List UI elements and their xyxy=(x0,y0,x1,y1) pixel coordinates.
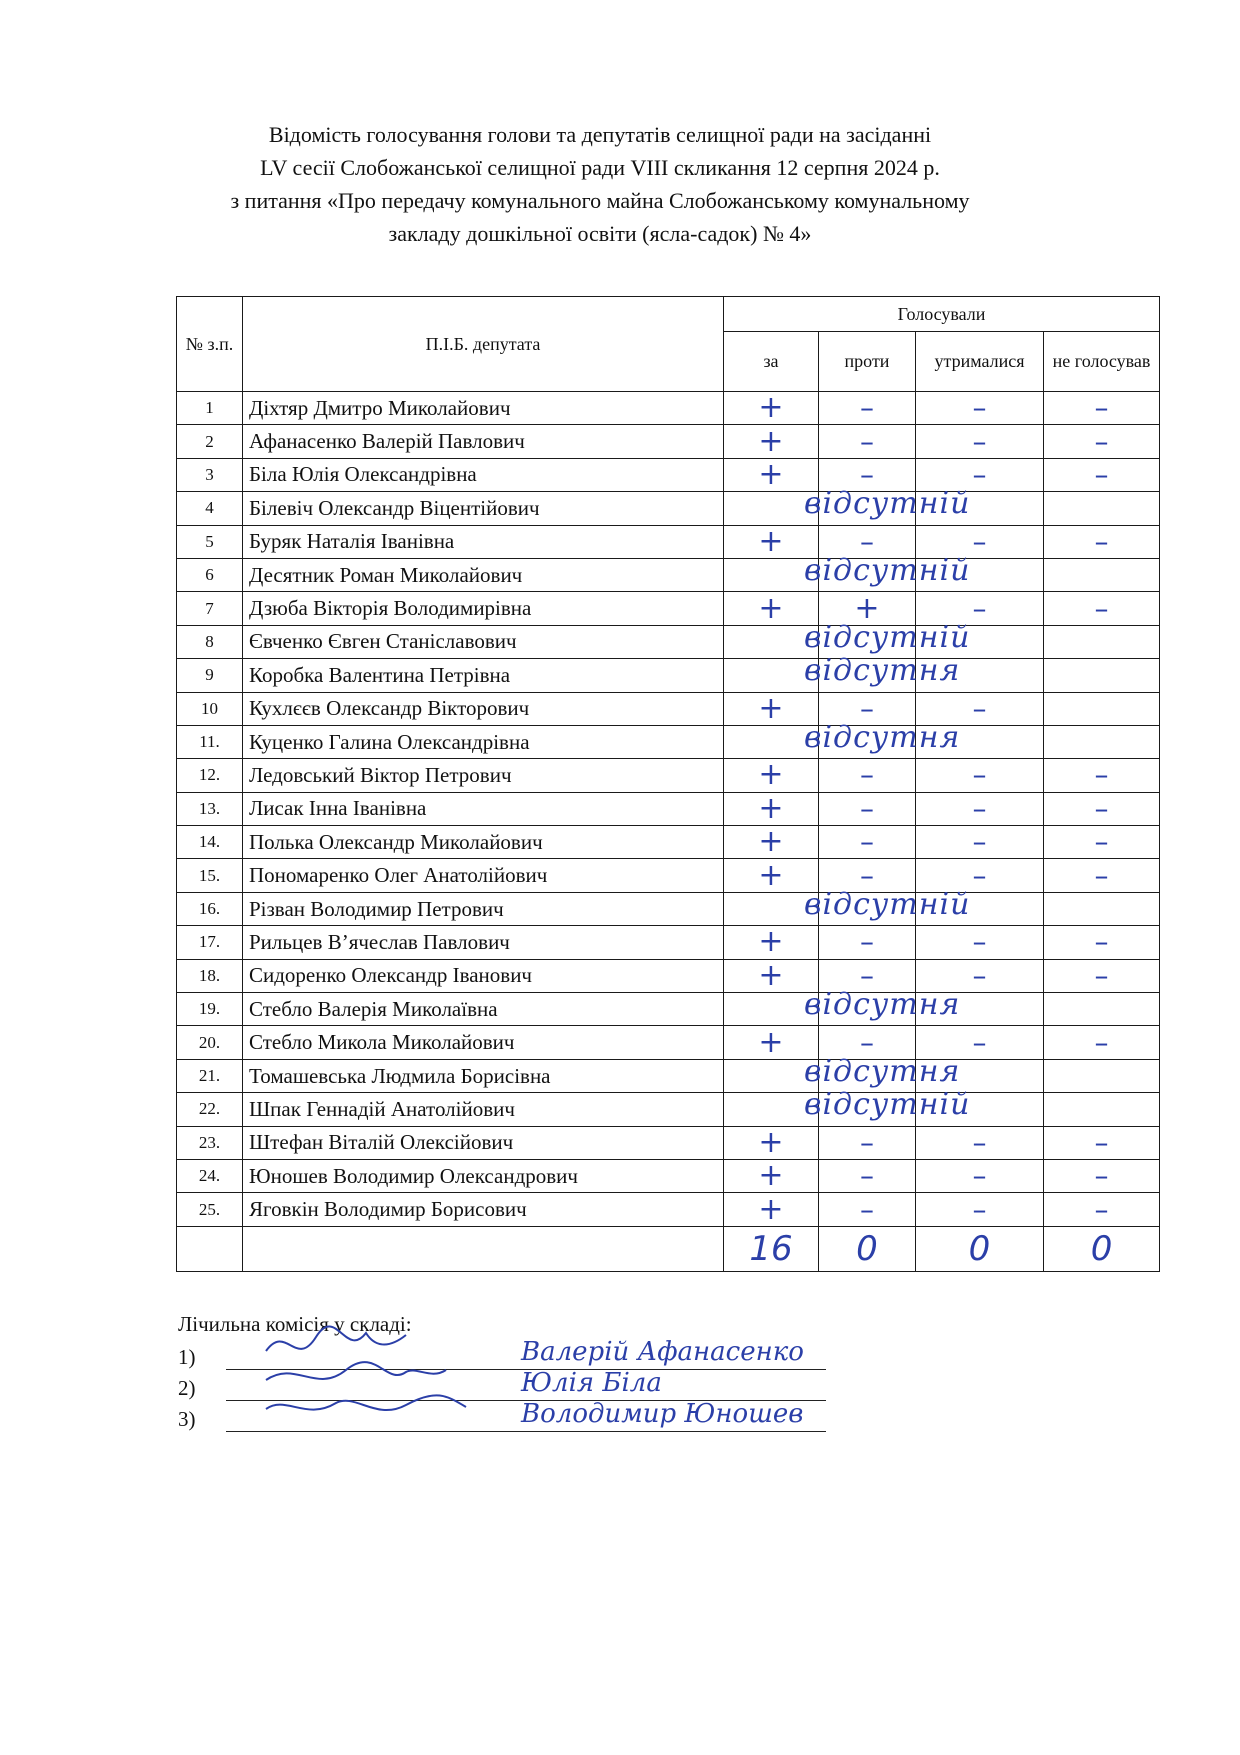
table-row xyxy=(177,1059,1160,1092)
document-heading xyxy=(160,118,1040,250)
row-number: 2 xyxy=(177,425,243,458)
vote-cell-for xyxy=(724,392,819,425)
header-against: проти xyxy=(819,332,916,392)
deputy-name: Коробка Валентина Петрівна xyxy=(243,659,724,692)
vote-cell-not-voted xyxy=(1044,659,1160,692)
vote-mark: – xyxy=(1094,424,1109,458)
vote-cell-for xyxy=(724,552,971,591)
row-number: 1 xyxy=(177,392,243,425)
vote-cell-against xyxy=(819,993,916,1026)
table-row xyxy=(177,725,1160,758)
vote-cell-not-voted xyxy=(1044,826,1160,859)
deputy-name: Лисак Інна Іванівна xyxy=(243,792,724,825)
header-name: П.І.Б. депутата xyxy=(243,297,724,392)
vote-cell-abstained xyxy=(916,993,1044,1026)
table-row xyxy=(177,692,1160,725)
vote-cell-not-voted xyxy=(1044,525,1160,558)
absent-note: відсутній xyxy=(804,486,971,522)
row-number: 11. xyxy=(177,725,243,758)
table-row xyxy=(177,659,1160,692)
deputy-name: Пономаренко Олег Анатолійович xyxy=(243,859,724,892)
table-row xyxy=(177,892,1160,925)
vote-mark: – xyxy=(860,958,874,992)
vote-mark: – xyxy=(860,1025,874,1059)
vote-mark: – xyxy=(1094,591,1109,625)
vote-mark: – xyxy=(972,858,987,892)
deputy-name: Білевіч Олександр Віцентійович xyxy=(243,492,724,525)
vote-mark: – xyxy=(1094,391,1109,425)
vote-mark: – xyxy=(972,758,987,792)
vote-mark: – xyxy=(972,958,987,992)
vote-cell-for xyxy=(724,653,961,692)
vote-mark: – xyxy=(860,691,874,725)
vote-cell-not-voted xyxy=(1044,1159,1160,1192)
absent-note: відсутня xyxy=(804,719,961,755)
table-row xyxy=(177,1193,1160,1226)
header-for: за xyxy=(724,332,819,392)
row-number: 15. xyxy=(177,859,243,892)
heading-line-4: закладу дошкільної освіти (ясла-садок) № 4» xyxy=(388,221,812,246)
vote-cell-not-voted xyxy=(1044,759,1160,792)
vote-mark: – xyxy=(972,391,987,425)
table-row xyxy=(177,792,1160,825)
table-row xyxy=(177,492,1160,525)
deputy-name: Рильцев В’ячеслав Павлович xyxy=(243,926,724,959)
vote-mark: – xyxy=(972,825,987,859)
vote-cell-not-voted xyxy=(1044,1193,1160,1226)
deputy-name: Кухлєєв Олександр Вікторович xyxy=(243,692,724,725)
vote-cell-abstained xyxy=(916,1193,1044,1226)
vote-cell-against xyxy=(819,1126,916,1159)
table-row xyxy=(177,1159,1160,1192)
row-number: 22. xyxy=(177,1093,243,1126)
vote-cell-abstained xyxy=(916,1159,1044,1192)
table-row xyxy=(177,926,1160,959)
vote-mark: + xyxy=(758,456,784,492)
header-not-voted: не голосував xyxy=(1044,332,1160,392)
vote-cell-abstained xyxy=(916,1093,1044,1126)
vote-mark: – xyxy=(1094,457,1109,491)
row-number: 12. xyxy=(177,759,243,792)
table-row xyxy=(177,592,1160,625)
vote-mark: + xyxy=(758,790,784,826)
vote-cell-against xyxy=(819,1159,916,1192)
deputy-name: Дзюба Вікторія Володимирівна xyxy=(243,592,724,625)
table-row xyxy=(177,826,1160,859)
vote-cell-against xyxy=(819,425,916,458)
voting-table xyxy=(176,296,1160,1272)
vote-cell-not-voted xyxy=(1044,692,1160,725)
vote-cell-abstained xyxy=(916,1126,1044,1159)
member-index: 3) xyxy=(178,1407,196,1431)
header-abstained: утрималися xyxy=(916,332,1044,392)
table-row xyxy=(177,1093,1160,1126)
vote-mark: – xyxy=(972,1025,987,1059)
row-number: 7 xyxy=(177,592,243,625)
vote-mark: – xyxy=(860,1125,874,1159)
vote-cell-abstained xyxy=(916,926,1044,959)
vote-mark: – xyxy=(860,858,874,892)
deputy-name: Сидоренко Олександр Іванович xyxy=(243,959,724,992)
absent-note: відсутня xyxy=(804,987,961,1023)
vote-cell-against xyxy=(819,659,916,692)
vote-mark: – xyxy=(1094,791,1109,825)
row-number: 19. xyxy=(177,993,243,1026)
member-index: 1) xyxy=(178,1345,196,1369)
vote-mark: + xyxy=(758,1191,784,1227)
vote-cell-abstained xyxy=(916,792,1044,825)
member-handwritten-name: Валерій Афанасенко xyxy=(521,1337,804,1367)
vote-mark: – xyxy=(860,758,874,792)
table-row xyxy=(177,759,1160,792)
deputy-name: Різван Володимир Петрович xyxy=(243,892,724,925)
vote-mark: – xyxy=(1094,825,1109,859)
vote-mark: + xyxy=(758,824,784,860)
vote-mark: – xyxy=(972,524,987,558)
heading-line-1: Відомість голосування голови та депутатів селищної ради на засіданні xyxy=(268,122,932,147)
vote-mark: – xyxy=(972,925,987,959)
table-row xyxy=(177,525,1160,558)
vote-cell-for xyxy=(724,987,961,1026)
vote-mark: + xyxy=(758,957,784,993)
vote-cell-abstained xyxy=(916,492,1044,525)
vote-mark: – xyxy=(1094,958,1109,992)
vote-cell-for xyxy=(724,1087,971,1126)
vote-mark: – xyxy=(1094,1025,1109,1059)
vote-cell-not-voted xyxy=(1044,425,1160,458)
total-abstained: 0 xyxy=(968,1228,991,1269)
row-number: 23. xyxy=(177,1126,243,1159)
voting-rows xyxy=(177,392,1160,1227)
heading-line-2: LV сесії Слобожанської селищної ради VIII скликання 12 серпня 2024 р. xyxy=(260,155,940,180)
row-number: 20. xyxy=(177,1026,243,1059)
vote-mark: – xyxy=(1094,858,1109,892)
vote-cell-against xyxy=(819,725,916,758)
vote-cell-not-voted xyxy=(1044,592,1160,625)
vote-cell-abstained xyxy=(916,826,1044,859)
row-number: 17. xyxy=(177,926,243,959)
vote-mark: + xyxy=(758,757,784,793)
deputy-name: Полька Олександр Миколайович xyxy=(243,826,724,859)
table-row xyxy=(177,458,1160,491)
vote-mark: + xyxy=(758,1124,784,1160)
vote-cell-against xyxy=(819,1193,916,1226)
vote-cell-not-voted xyxy=(1044,558,1160,591)
vote-cell-not-voted xyxy=(1044,959,1160,992)
vote-mark: + xyxy=(758,590,784,626)
deputy-name: Афанасенко Валерій Павлович xyxy=(243,425,724,458)
vote-mark: + xyxy=(758,1158,784,1194)
table-row xyxy=(177,959,1160,992)
row-number: 21. xyxy=(177,1059,243,1092)
vote-mark: + xyxy=(758,924,784,960)
deputy-name: Євченко Євген Станіславович xyxy=(243,625,724,658)
table-row xyxy=(177,1026,1160,1059)
vote-cell-for xyxy=(724,792,819,825)
row-number: 25. xyxy=(177,1193,243,1226)
row-number: 10 xyxy=(177,692,243,725)
counting-commission xyxy=(178,1312,826,1432)
vote-cell-not-voted xyxy=(1044,458,1160,491)
vote-mark: + xyxy=(758,523,784,559)
vote-cell-not-voted xyxy=(1044,625,1160,658)
vote-mark: + xyxy=(758,423,784,459)
deputy-name: Стебло Валерія Миколаївна xyxy=(243,993,724,1026)
commission-member xyxy=(178,1401,826,1432)
row-number: 5 xyxy=(177,525,243,558)
table-row xyxy=(177,425,1160,458)
vote-cell-against xyxy=(819,926,916,959)
vote-cell-for xyxy=(724,759,819,792)
vote-cell-against xyxy=(819,1093,916,1126)
vote-cell-for xyxy=(724,1193,819,1226)
deputy-name: Куценко Галина Олександрівна xyxy=(243,725,724,758)
header-number: № з.п. xyxy=(177,297,243,392)
vote-cell-for xyxy=(724,926,819,959)
vote-cell-against xyxy=(819,892,916,925)
vote-mark: – xyxy=(860,791,874,825)
row-number: 4 xyxy=(177,492,243,525)
deputy-name: Шпак Геннадій Анатолійович xyxy=(243,1093,724,1126)
row-number: 3 xyxy=(177,458,243,491)
deputy-name: Томашевська Людмила Борисівна xyxy=(243,1059,724,1092)
row-number: 8 xyxy=(177,625,243,658)
row-number: 9 xyxy=(177,659,243,692)
vote-mark: – xyxy=(1094,1125,1109,1159)
table-row xyxy=(177,859,1160,892)
vote-mark: – xyxy=(1094,1159,1109,1193)
signature-scribble xyxy=(256,1391,486,1435)
vote-cell-not-voted xyxy=(1044,1093,1160,1126)
vote-mark: – xyxy=(972,1159,987,1193)
vote-cell-abstained xyxy=(916,425,1044,458)
vote-cell-abstained xyxy=(916,725,1044,758)
vote-cell-against xyxy=(819,792,916,825)
vote-cell-for xyxy=(724,886,971,925)
vote-cell-for xyxy=(724,719,961,758)
vote-mark: – xyxy=(1094,758,1109,792)
absent-note: відсутній xyxy=(804,1087,971,1123)
vote-cell-for xyxy=(724,486,971,525)
deputy-name: Буряк Наталія Іванівна xyxy=(243,525,724,558)
vote-mark: – xyxy=(972,691,987,725)
member-handwritten-name: Володимир Юношев xyxy=(521,1399,804,1429)
vote-mark: – xyxy=(860,391,874,425)
vote-mark: – xyxy=(972,1125,987,1159)
member-index: 2) xyxy=(178,1376,196,1400)
vote-mark: + xyxy=(758,390,784,426)
vote-cell-against xyxy=(819,492,916,525)
row-number: 16. xyxy=(177,892,243,925)
vote-mark: – xyxy=(860,825,874,859)
vote-cell-not-voted xyxy=(1044,725,1160,758)
deputy-name: Діхтяр Дмитро Миколайович xyxy=(243,392,724,425)
total-against: 0 xyxy=(856,1228,878,1269)
vote-mark: + xyxy=(758,857,784,893)
deputy-name: Ледовський Віктор Петрович xyxy=(243,759,724,792)
deputy-name: Біла Юлія Олександрівна xyxy=(243,458,724,491)
row-number: 18. xyxy=(177,959,243,992)
total-for: 16 xyxy=(749,1228,793,1269)
vote-cell-not-voted xyxy=(1044,993,1160,1026)
vote-cell-abstained xyxy=(916,392,1044,425)
vote-mark: – xyxy=(972,1192,987,1226)
vote-cell-not-voted xyxy=(1044,926,1160,959)
table-row xyxy=(177,625,1160,658)
deputy-name: Стебло Микола Миколайович xyxy=(243,1026,724,1059)
vote-cell-against xyxy=(819,392,916,425)
header-voted: Голосували xyxy=(724,297,1160,332)
vote-cell-for xyxy=(724,425,819,458)
vote-mark: + xyxy=(758,690,784,726)
vote-mark: – xyxy=(860,1159,874,1193)
vote-cell-not-voted xyxy=(1044,892,1160,925)
vote-mark: – xyxy=(1094,1192,1109,1226)
vote-mark: – xyxy=(972,424,987,458)
row-number: 13. xyxy=(177,792,243,825)
vote-mark: – xyxy=(860,925,874,959)
vote-mark: – xyxy=(1094,524,1109,558)
totals-row xyxy=(177,1226,1160,1271)
signature-line xyxy=(226,1399,826,1432)
vote-cell-not-voted xyxy=(1044,1126,1160,1159)
member-handwritten-name: Юлія Біла xyxy=(521,1368,662,1398)
vote-cell-against xyxy=(819,558,916,591)
commission-title: Лічильна комісія у складі: xyxy=(178,1312,412,1336)
deputy-name: Штефан Віталій Олексійович xyxy=(243,1126,724,1159)
vote-mark: – xyxy=(860,1192,874,1226)
vote-cell-abstained xyxy=(916,892,1044,925)
vote-cell-not-voted xyxy=(1044,1026,1160,1059)
vote-cell-not-voted xyxy=(1044,792,1160,825)
vote-cell-abstained xyxy=(916,558,1044,591)
absent-note: відсутній xyxy=(804,619,971,655)
vote-cell-against xyxy=(819,826,916,859)
vote-mark: – xyxy=(972,591,987,625)
absent-note: відсутній xyxy=(804,552,971,588)
vote-cell-for xyxy=(724,826,819,859)
vote-mark: – xyxy=(972,457,987,491)
vote-mark: – xyxy=(1094,925,1109,959)
table-row xyxy=(177,558,1160,591)
row-number: 24. xyxy=(177,1159,243,1192)
vote-cell-not-voted xyxy=(1044,492,1160,525)
heading-line-3: з питання «Про передачу комунального майна Слобожанському комунальному xyxy=(230,188,970,213)
vote-cell-against xyxy=(819,759,916,792)
table-row xyxy=(177,392,1160,425)
vote-cell-not-voted xyxy=(1044,859,1160,892)
deputy-name: Яговкін Володимир Борисович xyxy=(243,1193,724,1226)
absent-note: відсутня xyxy=(804,653,961,689)
deputy-name: Десятник Роман Миколайович xyxy=(243,558,724,591)
absent-note: відсутній xyxy=(804,886,971,922)
vote-cell-abstained xyxy=(916,659,1044,692)
vote-cell-for xyxy=(724,1126,819,1159)
total-not-voted: 0 xyxy=(1090,1228,1113,1269)
vote-mark: – xyxy=(972,791,987,825)
commission-members xyxy=(178,1339,826,1432)
table-row xyxy=(177,1126,1160,1159)
absent-note: відсутня xyxy=(804,1053,961,1089)
vote-cell-not-voted xyxy=(1044,392,1160,425)
vote-mark: – xyxy=(860,524,874,558)
vote-mark: + xyxy=(758,1024,784,1060)
vote-cell-abstained xyxy=(916,759,1044,792)
vote-mark: – xyxy=(860,424,874,458)
vote-cell-for xyxy=(724,1159,819,1192)
deputy-name: Юношев Володимир Олександрович xyxy=(243,1159,724,1192)
vote-mark: + xyxy=(854,590,880,626)
vote-cell-not-voted xyxy=(1044,1059,1160,1092)
table-row xyxy=(177,993,1160,1026)
row-number: 14. xyxy=(177,826,243,859)
vote-mark: – xyxy=(860,457,874,491)
row-number: 6 xyxy=(177,558,243,591)
